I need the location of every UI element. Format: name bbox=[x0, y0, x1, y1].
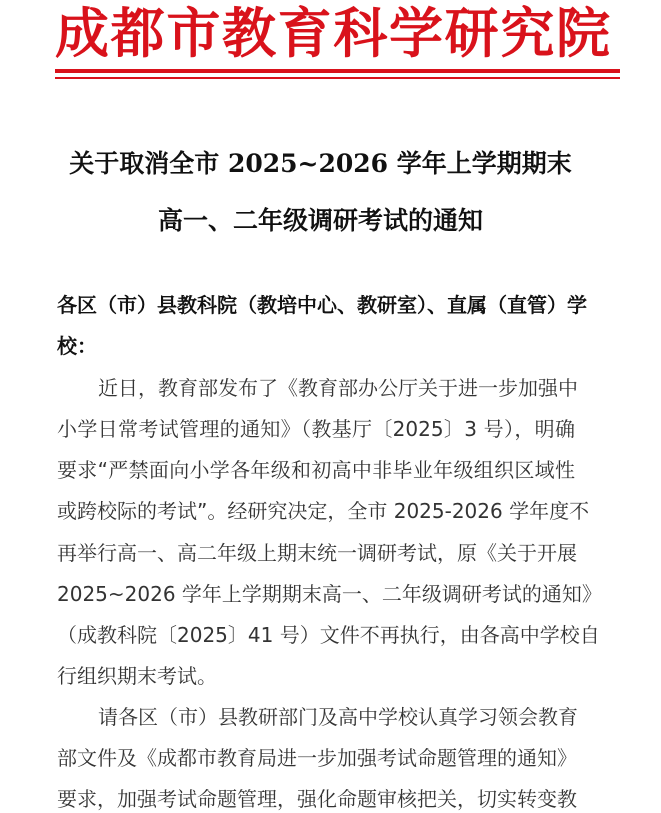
paragraph-1-line: （成教科院〔2025〕41 号）文件不再执行，由各高中学校自 bbox=[57, 623, 600, 647]
document-title-line-1: 关于取消全市 2025~2026 学年上学期期末 bbox=[69, 149, 572, 178]
paragraph-1-line: 或跨校际的考试”。经研究决定，全市 2025-2026 学年度不 bbox=[57, 499, 590, 523]
document-title-line-2: 高一、二年级调研考试的通知 bbox=[157, 206, 483, 235]
paragraph-2-line: 部文件及《成都市教育局进一步加强考试命题管理的通知》 bbox=[57, 746, 577, 770]
paragraph-1-line: 近日，教育部发布了《教育部办公厅关于进一步加强中 bbox=[98, 376, 578, 400]
masthead-red-rule-thick bbox=[55, 69, 620, 73]
paragraph-1-line: 再举行高一、高二年级上期末统一调研考试，原《关于开展 bbox=[57, 541, 577, 565]
paragraph-1-line: 要求“严禁面向小学各年级和初高中非毕业年级组织区域性 bbox=[57, 458, 575, 482]
masthead-red-rule-thin bbox=[55, 77, 620, 79]
paragraph-1-line: 小学日常考试管理的通知》（教基厅〔2025〕3 号），明确 bbox=[57, 417, 575, 441]
masthead-institution-name: 成都市教育科学研究院 bbox=[55, 1, 610, 65]
paragraph-2-line: 要求，加强考试命题管理，强化命题审核把关，切实转变教 bbox=[57, 787, 577, 811]
paragraph-1-line: 2025~2026 学年上学期期末高一、二年级调研考试的通知》 bbox=[57, 582, 602, 606]
paragraph-2-line: 请各区（市）县教研部门及高中学校认真学习领会教育 bbox=[98, 705, 578, 729]
salutation-line: 各区（市）县教科院（教培中心、教研室）、直属（直管）学 bbox=[57, 293, 587, 317]
salutation-line: 校： bbox=[57, 334, 97, 358]
paragraph-1-line: 行组织期末考试。 bbox=[57, 664, 217, 688]
